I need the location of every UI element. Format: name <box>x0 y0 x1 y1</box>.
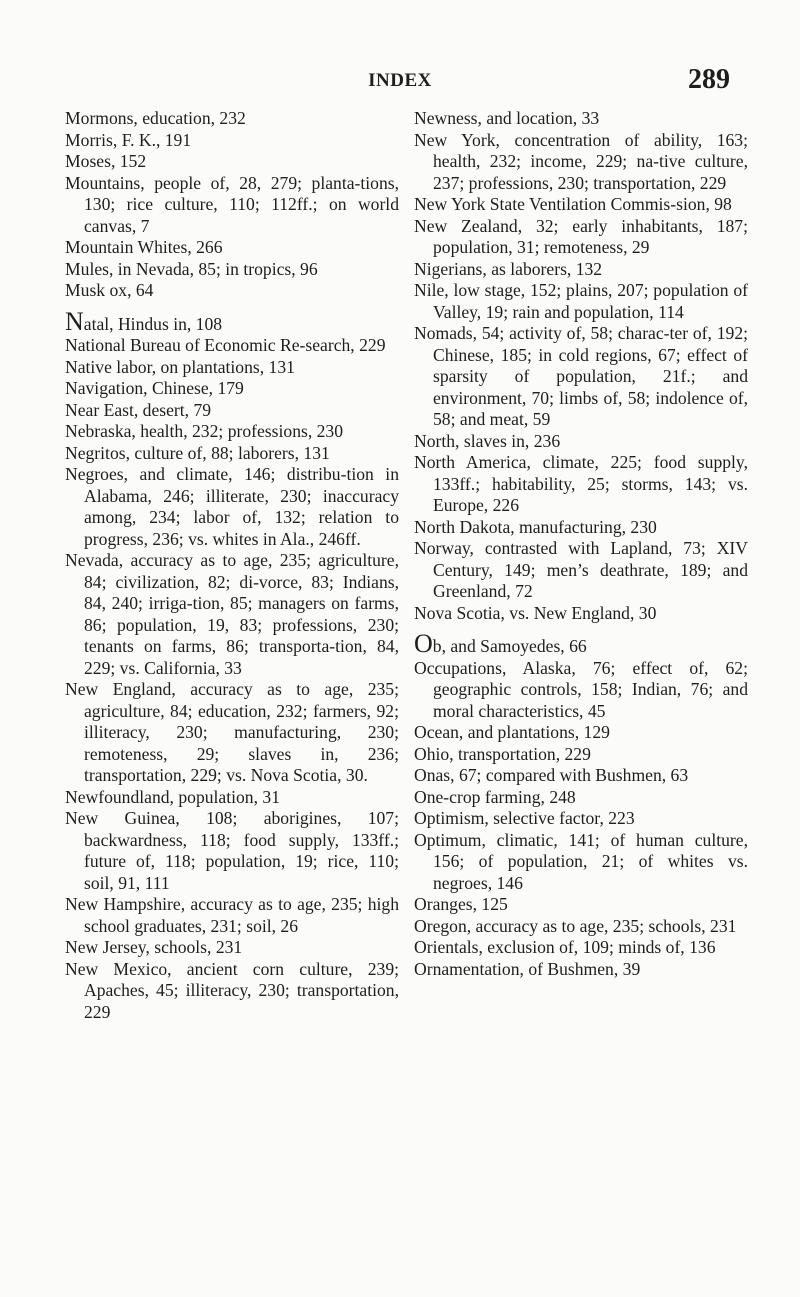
index-entry <box>414 108 748 130</box>
index-entry <box>414 722 748 744</box>
index-entry <box>65 894 399 937</box>
index-entry <box>65 787 399 809</box>
index-entry <box>65 130 399 152</box>
index-entry-text: Nevada, accuracy as to age, 235; agriculture, 84; civilization, 82; di-vorce, 83; Indians, 84, 240; irriga-tion, 85; managers on farms, 86; population, 19, 83; professions, 230; tenants on farms, 86; transporta-tion, 84, 229; vs. California, 33 <box>65 550 399 678</box>
index-entry-text: Musk ox, 64 <box>65 280 154 300</box>
index-entry <box>414 323 748 431</box>
index-entry <box>414 130 748 195</box>
index-entry-text: Nebraska, health, 232; professions, 230 <box>65 421 344 441</box>
index-entry <box>414 259 748 281</box>
running-head: INDEX <box>368 70 432 91</box>
index-entry-text: Mormons, education, 232 <box>65 108 246 128</box>
index-entry <box>414 808 748 830</box>
page-header <box>0 64 800 104</box>
index-entry <box>414 894 748 916</box>
index-entry <box>414 629 748 658</box>
index-entry-text: b, and Samoyedes, 66 <box>432 636 587 656</box>
index-entry-text: New Jersey, schools, 231 <box>65 937 243 957</box>
index-entry-text: New Guinea, 108; aborigines, 107; backwardness, 118; food supply, 133ff.; future of, 118; population, 19; rice, 110; soil, 91, 111 <box>65 808 399 893</box>
index-entry <box>414 787 748 809</box>
index-entry <box>65 959 399 1024</box>
index-entry-text: Mountain Whites, 266 <box>65 237 223 257</box>
index-entry-text: Navigation, Chinese, 179 <box>65 378 244 398</box>
index-entry <box>65 400 399 422</box>
index-entry-text: New Hampshire, accuracy as to age, 235; high school graduates, 231; soil, 26 <box>65 894 399 936</box>
index-entry <box>65 259 399 281</box>
index-entry-text: Orientals, exclusion of, 109; minds of, 136 <box>414 937 716 957</box>
index-column-right <box>414 108 748 980</box>
index-entry-text: Newness, and location, 33 <box>414 108 600 128</box>
index-entry <box>65 306 399 336</box>
index-entry-text: Near East, desert, 79 <box>65 399 212 420</box>
index-entry <box>414 916 748 938</box>
index-entry-text: Mules, in Nevada, 85; in tropics, 96 <box>65 258 318 279</box>
index-entry-text: Nile, low stage, 152; plains, 207; population of Valley, 19; rain and population, 114 <box>414 280 748 322</box>
section-initial: O <box>414 629 433 658</box>
index-entry-text: Onas, 67; compared with Bushmen, 63 <box>414 765 689 785</box>
index-entry-text: Mountains, people of, 28, 279; planta-tions, 130; rice culture, 110; 112ff.; on world canvas, 7 <box>65 172 399 236</box>
index-entry-text: Morris, F. K., 191 <box>65 129 192 150</box>
index-entry-text: North, slaves in, 236 <box>414 430 561 451</box>
index-entry-text: atal, Hindus in, 108 <box>83 313 223 334</box>
index-entry <box>414 937 748 959</box>
index-entry <box>65 280 399 302</box>
index-entry-text: Moses, 152 <box>65 151 147 171</box>
index-entry <box>414 603 748 625</box>
index-entry-text: New York State Ventilation Commis-sion, 98 <box>414 194 732 214</box>
index-entry <box>414 431 748 453</box>
index-entry-text: Optimism, selective factor, 223 <box>414 808 635 828</box>
index-entry <box>65 464 399 550</box>
index-entry <box>65 173 399 238</box>
index-entry <box>414 538 748 603</box>
index-entry <box>65 237 399 259</box>
index-entry <box>65 679 399 787</box>
index-entry-text: Oranges, 125 <box>414 894 508 914</box>
index-entry-text: Optimum, climatic, 141; of human culture, 156; of population, 21; of whites vs. negroes, 146 <box>414 829 748 893</box>
index-entry <box>65 357 399 379</box>
index-entry <box>414 658 748 723</box>
section-initial: N <box>65 306 84 336</box>
index-entry <box>65 421 399 443</box>
index-entry <box>414 194 748 216</box>
index-entry <box>414 744 748 766</box>
index-entry-text: One-crop farming, 248 <box>414 786 576 807</box>
index-entry <box>65 808 399 894</box>
index-entry-text: Negroes, and climate, 146; distribu-tion in Alabama, 246; illiterate, 230; inaccuracy among, 234; labor of, 132; relation to progress, 236; vs. whites in Ala., 246ff. <box>65 464 399 549</box>
index-entry <box>414 765 748 787</box>
index-entry-text: Newfoundland, population, 31 <box>65 786 280 807</box>
index-entry-text: Ohio, transportation, 229 <box>414 743 591 764</box>
index-entry-text: New England, accuracy as to age, 235; agriculture, 84; education, 232; farmers, 92; illiteracy, 230; manufacturing, 230; remoteness, 29; slaves in, 236; transportation, 229; vs. Nova Scotia, 30. <box>65 679 399 785</box>
index-entry <box>65 378 399 400</box>
index-entry-text: Ornamentation, of Bushmen, 39 <box>414 958 641 979</box>
index-entry <box>65 937 399 959</box>
index-entry-text: Nigerians, as laborers, 132 <box>414 258 603 279</box>
page-number: 289 <box>688 64 730 95</box>
index-entry-text: Negritos, culture of, 88; laborers, 131 <box>65 442 330 463</box>
index-entry-text: North Dakota, manufacturing, 230 <box>414 516 657 537</box>
index-entry <box>414 216 748 259</box>
index-entry <box>414 280 748 323</box>
index-entry-text: National Bureau of Economic Re-search, 229 <box>65 335 386 355</box>
index-entry-text: Native labor, on plantations, 131 <box>65 356 295 377</box>
index-entry-text: Occupations, Alaska, 76; effect of, 62; geographic controls, 158; Indian, 76; and moral characteristics, 45 <box>414 657 748 721</box>
index-entry-text: North America, climate, 225; food supply, 133ff.; habitability, 25; storms, 143; vs. Europe, 226 <box>414 452 748 515</box>
index-entry <box>65 550 399 679</box>
index-entry <box>65 151 399 173</box>
index-entry-text: Ocean, and plantations, 129 <box>414 722 610 742</box>
index-entry <box>65 443 399 465</box>
index-entry-text: Nova Scotia, vs. New England, 30 <box>414 602 657 623</box>
index-entry-text: New Zealand, 32; early inhabitants, 187; population, 31; remoteness, 29 <box>414 215 748 257</box>
index-column-left <box>65 108 399 1023</box>
index-entry <box>414 830 748 895</box>
index-entry-text: New Mexico, ancient corn culture, 239; Apaches, 45; illiteracy, 230; transportation, 229 <box>65 958 399 1022</box>
index-entry-text: New York, concentration of ability, 163; health, 232; income, 229; na-tive culture, 237; professions, 230; transportation, 229 <box>414 129 748 193</box>
index-entry <box>414 452 748 517</box>
index-entry <box>65 108 399 130</box>
index-entry-text: Nomads, 54; activity of, 58; charac-ter of, 192; Chinese, 185; in cold regions, 67; effect of sparsity of population, 21f.; and environment, 70; limbs of, 58; indolence of, 58; and meat, 59 <box>414 323 748 429</box>
index-entry-text: Norway, contrasted with Lapland, 73; XIV Century, 149; men’s deathrate, 189; and Greenland, 72 <box>414 538 748 601</box>
index-entry <box>65 335 399 357</box>
index-entry-text: Oregon, accuracy as to age, 235; schools, 231 <box>414 915 737 936</box>
index-entry <box>414 959 748 981</box>
index-entry <box>414 517 748 539</box>
